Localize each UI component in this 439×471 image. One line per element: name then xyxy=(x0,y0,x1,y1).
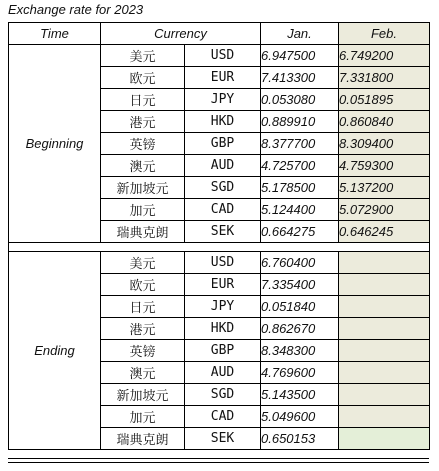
currency-name: 澳元 xyxy=(101,155,185,177)
jan-rate: 6.947500 xyxy=(261,45,339,67)
currency-name: 英镑 xyxy=(101,133,185,155)
currency-name: 新加坡元 xyxy=(101,384,185,406)
jan-rate: 7.335400 xyxy=(261,274,339,296)
table-row xyxy=(9,252,430,274)
currency-name: 瑞典克朗 xyxy=(101,221,185,243)
feb-rate xyxy=(339,318,430,340)
jan-rate: 5.143500 xyxy=(261,384,339,406)
feb-rate xyxy=(339,252,430,274)
jan-rate: 0.051840 xyxy=(261,296,339,318)
currency-name: 日元 xyxy=(101,296,185,318)
feb-rate xyxy=(339,362,430,384)
jan-rate: 0.862670 xyxy=(261,318,339,340)
feb-rate xyxy=(339,384,430,406)
currency-name: 日元 xyxy=(101,89,185,111)
feb-rate xyxy=(339,406,430,428)
currency-code: SEK xyxy=(185,428,261,450)
currency-code: SGD xyxy=(185,177,261,199)
jan-rate: 6.760400 xyxy=(261,252,339,274)
feb-rate: 5.072900 xyxy=(339,199,430,221)
jan-rate: 7.413300 xyxy=(261,67,339,89)
jan-rate: 4.769600 xyxy=(261,362,339,384)
jan-rate: 0.650153 xyxy=(261,428,339,450)
feb-rate: 5.137200 xyxy=(339,177,430,199)
currency-code: CAD xyxy=(185,406,261,428)
table-caption: Exchange rate for 2023 xyxy=(8,2,144,17)
currency-name: 加元 xyxy=(101,199,185,221)
currency-name: 美元 xyxy=(101,45,185,67)
header-currency: Currency xyxy=(101,23,261,45)
currency-code: HKD xyxy=(185,318,261,340)
jan-rate: 5.178500 xyxy=(261,177,339,199)
feb-rate: 7.331800 xyxy=(339,67,430,89)
table-row xyxy=(9,45,430,67)
currency-code: EUR xyxy=(185,274,261,296)
currency-code: USD xyxy=(185,45,261,67)
currency-name: 欧元 xyxy=(101,274,185,296)
feb-rate: 0.051895 xyxy=(339,89,430,111)
jan-rate: 8.377700 xyxy=(261,133,339,155)
jan-rate: 5.124400 xyxy=(261,199,339,221)
currency-name: 加元 xyxy=(101,406,185,428)
currency-name: 港元 xyxy=(101,318,185,340)
currency-name: 瑞典克朗 xyxy=(101,428,185,450)
feb-rate: 6.749200 xyxy=(339,45,430,67)
feb-rate xyxy=(339,340,430,362)
header-feb: Feb. xyxy=(339,23,430,45)
jan-rate: 4.725700 xyxy=(261,155,339,177)
currency-name: 港元 xyxy=(101,111,185,133)
feb-rate xyxy=(339,274,430,296)
currency-code: EUR xyxy=(185,67,261,89)
jan-rate: 0.889910 xyxy=(261,111,339,133)
section-label-beginning: Beginning xyxy=(9,45,101,243)
jan-rate: 5.049600 xyxy=(261,406,339,428)
header-time: Time xyxy=(9,23,101,45)
header-jan: Jan. xyxy=(261,23,339,45)
feb-rate: 4.759300 xyxy=(339,155,430,177)
feb-rate: 8.309400 xyxy=(339,133,430,155)
section-spacer-cell xyxy=(9,243,430,252)
currency-code: SEK xyxy=(185,221,261,243)
currency-name: 英镑 xyxy=(101,340,185,362)
currency-code: AUD xyxy=(185,155,261,177)
feb-rate xyxy=(339,428,430,450)
currency-code: JPY xyxy=(185,89,261,111)
table-bottom-double-rule xyxy=(8,458,429,463)
jan-rate: 0.053080 xyxy=(261,89,339,111)
currency-name: 新加坡元 xyxy=(101,177,185,199)
currency-name: 美元 xyxy=(101,252,185,274)
feb-rate: 0.646245 xyxy=(339,221,430,243)
header-row xyxy=(9,23,430,45)
currency-name: 澳元 xyxy=(101,362,185,384)
feb-rate xyxy=(339,296,430,318)
currency-code: USD xyxy=(185,252,261,274)
currency-code: HKD xyxy=(185,111,261,133)
currency-code: GBP xyxy=(185,133,261,155)
currency-code: AUD xyxy=(185,362,261,384)
exchange-rate-table xyxy=(8,22,430,450)
currency-code: SGD xyxy=(185,384,261,406)
jan-rate: 8.348300 xyxy=(261,340,339,362)
currency-code: GBP xyxy=(185,340,261,362)
jan-rate: 0.664275 xyxy=(261,221,339,243)
feb-rate: 0.860840 xyxy=(339,111,430,133)
section-spacer xyxy=(9,243,430,252)
currency-code: JPY xyxy=(185,296,261,318)
section-label-ending: Ending xyxy=(9,252,101,450)
currency-code: CAD xyxy=(185,199,261,221)
currency-name: 欧元 xyxy=(101,67,185,89)
